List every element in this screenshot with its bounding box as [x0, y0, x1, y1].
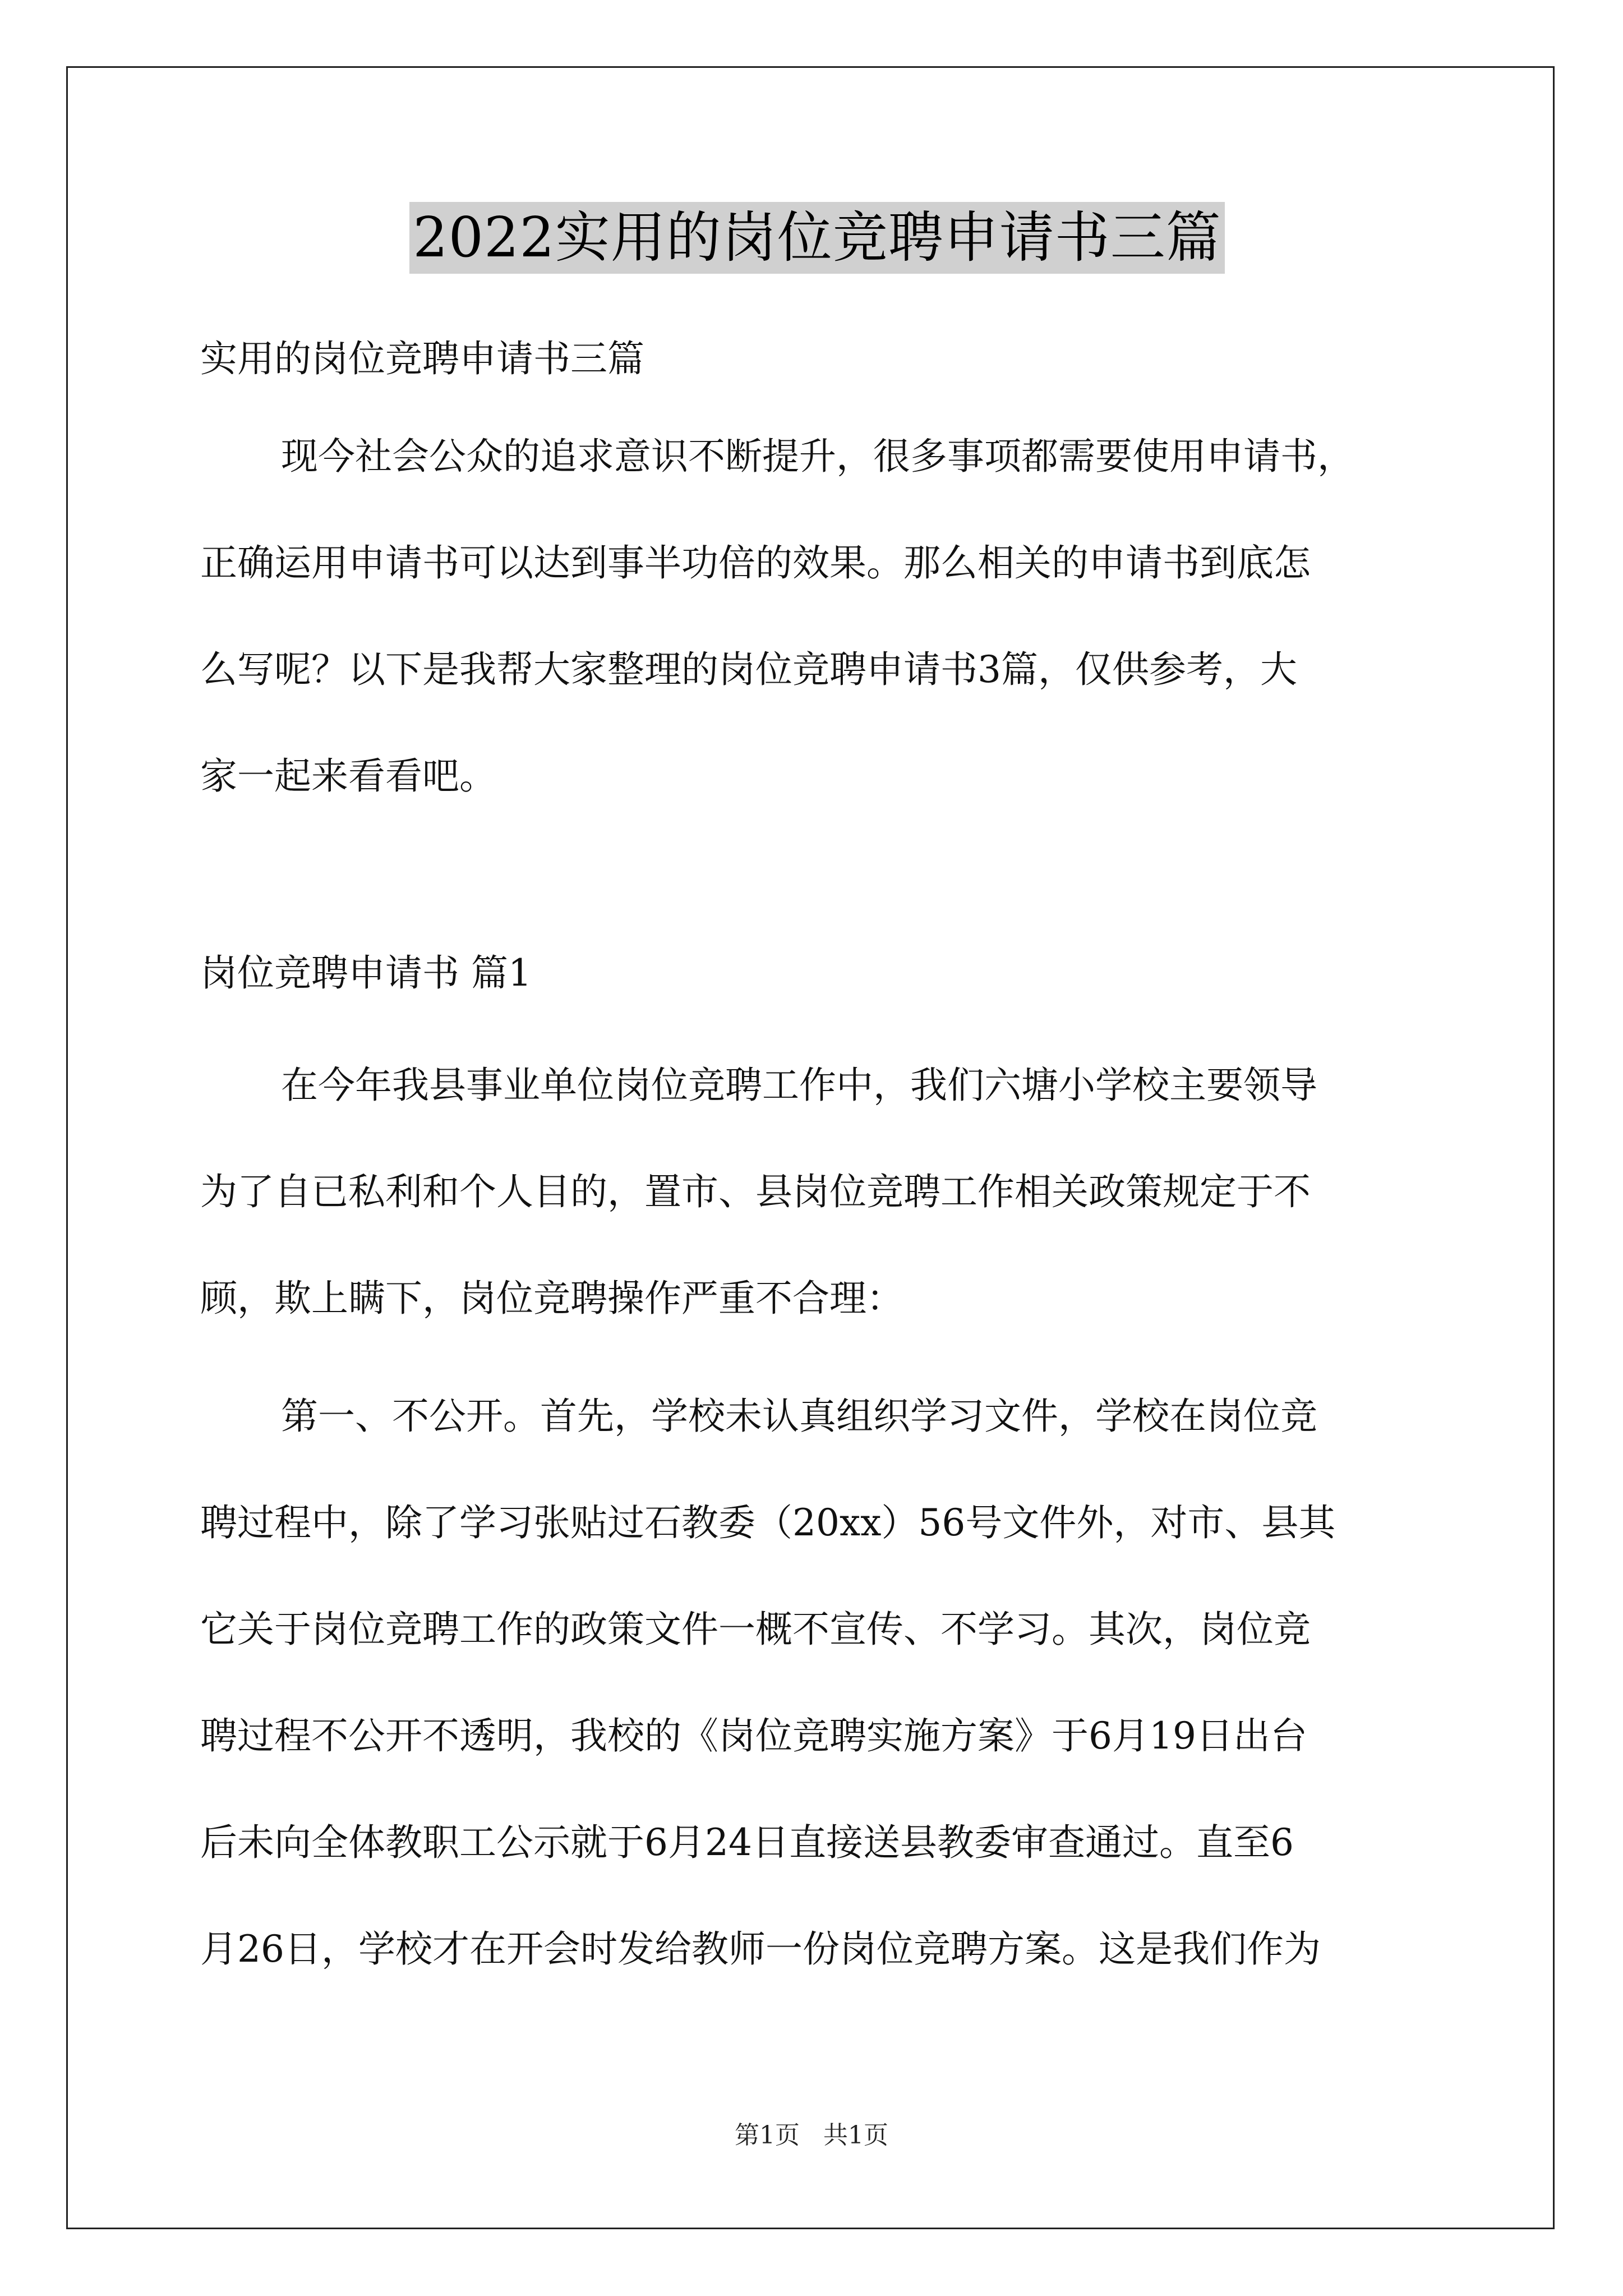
para2-line: 聘过程不公开不透明，我校的《岗位竞聘实施方案》于6月19日出台 [200, 1714, 1307, 1757]
intro-line: 家一起来看看吧。 [200, 754, 496, 798]
para1-line: 为了自已私利和个人目的，置市、县岗位竞聘工作相关政策规定于不 [200, 1170, 1311, 1213]
para2-line: 聘过程中，除了学习张贴过石教委（20xx）56号文件外，对市、县其 [200, 1501, 1336, 1544]
para2-line: 它关于岗位竞聘工作的政策文件一概不宣传、不学习。其次，岗位竞 [200, 1608, 1311, 1651]
section-heading [200, 920, 1434, 1027]
subtitle-line: 实用的岗位竞聘申请书三篇 [200, 337, 644, 380]
document-subtitle [200, 306, 1434, 412]
page-number: 第1页 [735, 2121, 800, 2150]
para2-line: 月26日，学校才在开会时发给教师一份岗位竞聘方案。这是我们作为 [200, 1927, 1321, 1971]
page-footer [0, 2115, 1623, 2151]
page-total: 共1页 [823, 2121, 888, 2150]
paragraph-1 [200, 1032, 1434, 1352]
document-title: 2022实用的岗位竞聘申请书三篇 [409, 202, 1224, 274]
intro-paragraph [200, 403, 1434, 830]
para1-line: 在今年我县事业单位岗位竞聘工作中，我们六塘小学校主要领导 [281, 1064, 1317, 1107]
paragraph-2 [200, 1363, 1434, 2003]
para2-line: 第一、不公开。首先，学校未认真组织学习文件，学校在岗位竞 [281, 1395, 1317, 1438]
para1-line: 顾，欺上瞒下，岗位竞聘操作严重不合理： [200, 1277, 903, 1320]
title-wrap [200, 202, 1434, 274]
intro-line: 现今社会公众的追求意识不断提升，很多事项都需要使用申请书， [281, 435, 1354, 478]
section-heading-text: 岗位竞聘申请书 篇1 [200, 951, 532, 995]
intro-line: 么写呢？以下是我帮大家整理的岗位竞聘申请书3篇，仅供参考，大 [200, 648, 1297, 691]
para2-line: 后未向全体教职工公示就于6月24日直接送县教委审查通过。直至6 [200, 1821, 1294, 1864]
intro-line: 正确运用申请书可以达到事半功倍的效果。那么相关的申请书到底怎 [200, 541, 1311, 585]
